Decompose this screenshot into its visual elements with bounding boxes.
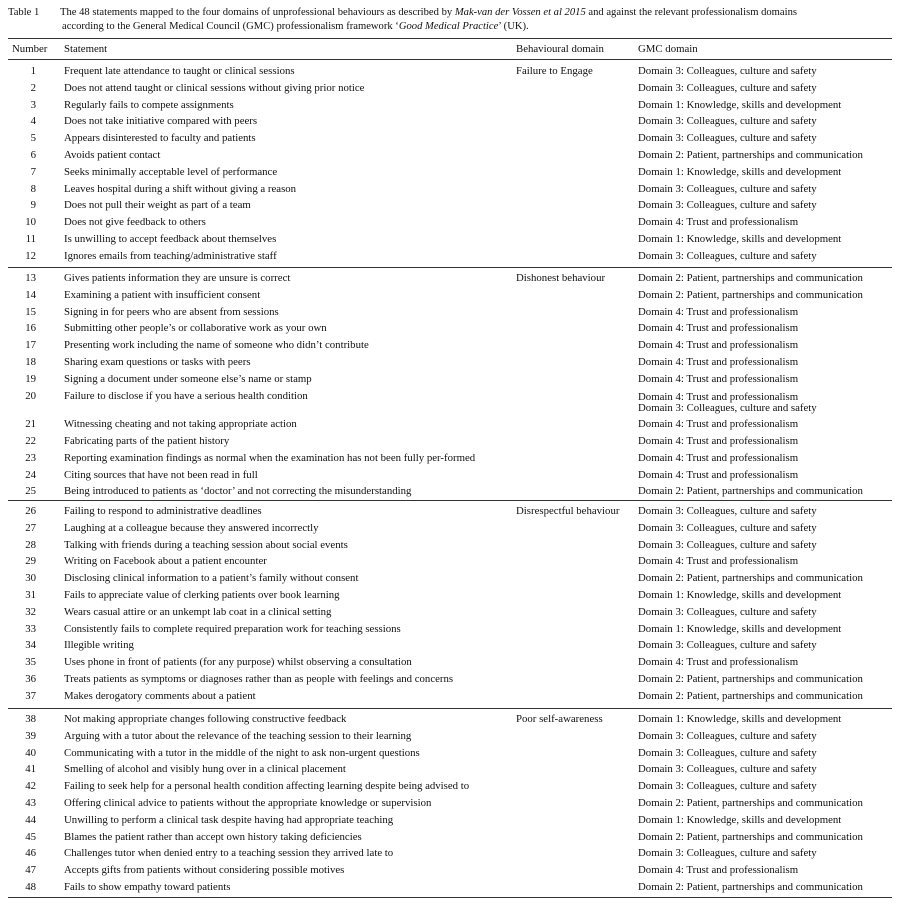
row-number: 48: [25, 881, 36, 893]
row-statement: Is unwilling to accept feedback about themselves: [64, 233, 277, 245]
table-row: [0, 320, 900, 337]
table-row: [0, 130, 900, 147]
row-number: 38: [25, 713, 36, 725]
table-row: [0, 164, 900, 181]
gmc-domain: Domain 2: Patient, partnerships and communication: [638, 689, 863, 702]
gmc-domain: Domain 2: Patient, partnerships and communication: [638, 149, 863, 161]
row-number: 15: [25, 305, 36, 318]
row-statement: Signing in for peers who are absent from sessions: [64, 305, 279, 318]
table-row: [0, 231, 900, 248]
row-number: 36: [25, 673, 36, 685]
gmc-domain: Domain 4: Trust and professionalism: [638, 468, 799, 481]
row-number: 5: [30, 132, 36, 145]
row-number: 35: [25, 656, 36, 669]
row-statement: Fails to appreciate value of clerking patients over book learning: [64, 589, 340, 601]
row-number: 44: [25, 813, 36, 826]
row-number: 16: [25, 322, 36, 335]
table-row: [0, 604, 900, 621]
row-number: 34: [25, 639, 36, 652]
gmc-domain: Domain 4: Trust and professionalism: [638, 451, 799, 464]
gmc-domain: Domain 1: Knowledge, skills and development: [638, 813, 842, 826]
header-statement: Statement: [64, 43, 108, 55]
row-number: 14: [25, 288, 36, 301]
table-row: [0, 587, 900, 604]
table-row: [0, 467, 900, 484]
table-row: [0, 829, 900, 846]
row-number: 3: [30, 98, 36, 111]
gmc-domain: Domain 3: Colleagues, culture and safety: [638, 763, 817, 776]
gmc-domain: Domain 4: Trust and professionalism: [638, 216, 799, 229]
table-row: [0, 97, 900, 114]
row-statement: Does not pull their weight as part of a team: [64, 199, 251, 212]
top-rule: [8, 38, 892, 39]
gmc-domain: Domain 3: Colleagues, culture and safety: [638, 199, 817, 212]
table-row: [0, 671, 900, 688]
gmc-domain-secondary: Domain 3: Colleagues, culture and safety: [638, 401, 817, 414]
gmc-domain: Domain 3: Colleagues, culture and safety: [638, 639, 817, 652]
caption-text-1: The 48 statements mapped to the four domains of unprofessional behaviours as described by: [60, 7, 455, 18]
row-statement: Not making appropriate changes following constructive feedback: [64, 713, 347, 725]
row-number: 2: [30, 81, 36, 94]
row-statement: Treats patients as symptoms or diagnoses rather than as people with feelings and concerns: [64, 673, 454, 685]
header-behavioural-domain: Behavioural domain: [516, 43, 604, 55]
gmc-domain: Domain 4: Trust and professionalism: [638, 322, 799, 335]
row-number: 13: [25, 272, 36, 284]
row-number: 18: [25, 356, 36, 368]
table-row: [0, 845, 900, 862]
row-statement: Disclosing clinical information to a patient’s family without consent: [64, 572, 359, 585]
row-number: 9: [30, 199, 36, 212]
caption-text-2: and against the relevant professionalism domains: [585, 7, 797, 18]
table-row: [0, 354, 900, 371]
row-statement: Consistently fails to complete required preparation work for teaching sessions: [64, 622, 401, 635]
row-statement: Gives patients information they are unsure is correct: [64, 272, 291, 284]
table-row: [0, 621, 900, 638]
row-number: 24: [25, 468, 36, 481]
caption-framework-title: Good Medical Practice: [398, 21, 499, 32]
row-number: 26: [25, 505, 36, 517]
row-number: 45: [25, 830, 36, 843]
row-statement: Reporting examination findings as normal when the examination has not been fully per-formed: [64, 451, 476, 464]
table-row: [0, 862, 900, 879]
row-number: 23: [25, 451, 36, 464]
row-number: 25: [25, 485, 36, 498]
gmc-domain: Domain 3: Colleagues, culture and safety: [638, 780, 817, 793]
gmc-domain: Domain 2: Patient, partnerships and communication: [638, 288, 863, 301]
row-statement: Does not take initiative compared with peers: [64, 115, 258, 128]
row-statement: Frequent late attendance to taught or clinical sessions: [64, 65, 295, 77]
gmc-domain: Domain 3: Colleagues, culture and safety: [638, 521, 817, 534]
gmc-domain: Domain 2: Patient, partnerships and communication: [638, 485, 863, 498]
row-number: 22: [25, 435, 36, 447]
gmc-domain: Domain 3: Colleagues, culture and safety: [638, 182, 817, 195]
row-statement: Illegible writing: [64, 639, 134, 652]
gmc-domain: Domain 4: Trust and professionalism: [638, 656, 799, 669]
table-row: [0, 711, 900, 728]
table-row: [0, 503, 900, 520]
row-number: 32: [25, 605, 36, 618]
row-statement: Fails to show empathy toward patients: [64, 881, 231, 893]
gmc-domain: Domain 3: Colleagues, culture and safety: [638, 847, 817, 860]
row-number: 8: [30, 182, 36, 195]
caption-citation: Mak-van der Vossen et al 2015: [454, 7, 586, 18]
gmc-domain: Domain 2: Patient, partnerships and communication: [638, 881, 863, 893]
table-row: [0, 371, 900, 388]
row-statement: Wears casual attire or an unkempt lab coat in a clinical setting: [64, 605, 332, 618]
table-row: [0, 553, 900, 570]
table-row: [0, 388, 900, 414]
row-number: 6: [30, 149, 36, 161]
table-row: [0, 181, 900, 198]
table-row: [0, 248, 900, 265]
row-statement: Failure to disclose if you have a serious health condition: [64, 389, 308, 402]
row-number: 11: [25, 233, 36, 245]
row-statement: Arguing with a tutor about the relevance of the teaching session to their learning: [64, 729, 412, 742]
table-row: [0, 483, 900, 500]
row-number: 1: [30, 65, 36, 77]
row-statement: Writing on Facebook about a patient encounter: [64, 555, 267, 568]
gmc-domain: Domain 3: Colleagues, culture and safety: [638, 729, 817, 742]
header-gmc-domain: GMC domain: [638, 43, 698, 55]
row-number: 33: [25, 622, 36, 635]
row-number: 29: [25, 555, 36, 568]
row-statement: Appears disinterested to faculty and patients: [64, 132, 256, 145]
caption-text-4: ’ (UK).: [498, 21, 529, 32]
row-statement: Witnessing cheating and not taking appropriate action: [64, 418, 297, 431]
row-statement: Citing sources that have not been read in full: [64, 468, 258, 481]
table-row: [0, 80, 900, 97]
gmc-domain: Domain 1: Knowledge, skills and development: [638, 233, 842, 245]
row-number: 31: [25, 589, 36, 601]
gmc-domain: Domain 3: Colleagues, culture and safety: [638, 605, 817, 618]
row-number: 37: [25, 689, 36, 702]
behavioural-domain: Poor self-awareness: [516, 713, 603, 725]
table-row: [0, 337, 900, 354]
header-number: Number: [12, 43, 48, 55]
row-statement: Does not give feedback to others: [64, 216, 206, 229]
row-number: 4: [30, 115, 36, 128]
row-statement: Makes derogatory comments about a patient: [64, 689, 256, 702]
table-row: [0, 537, 900, 554]
table-row: [0, 147, 900, 164]
row-statement: Communicating with a tutor in the middle of the night to ask non-urgent questions: [64, 746, 420, 759]
row-number: 21: [25, 418, 36, 431]
row-statement: Regularly fails to compete assignments: [64, 98, 234, 111]
table-row: [0, 287, 900, 304]
row-statement: Failing to respond to administrative deadlines: [64, 505, 262, 517]
group-divider: [8, 708, 892, 709]
gmc-domain: Domain 3: Colleagues, culture and safety: [638, 81, 817, 94]
row-statement: Talking with friends during a teaching session about social events: [64, 538, 348, 551]
row-number: 30: [25, 572, 36, 585]
row-number: 19: [25, 372, 36, 385]
gmc-domain: Domain 3: Colleagues, culture and safety: [638, 132, 817, 145]
row-number: 27: [25, 521, 36, 534]
gmc-domain: Domain 2: Patient, partnerships and communication: [638, 572, 863, 585]
gmc-domain: Domain 3: Colleagues, culture and safety: [638, 746, 817, 759]
row-statement: Failing to seek help for a personal health condition affecting learning despite being advised to: [64, 780, 470, 793]
table-row: [0, 761, 900, 778]
caption-text-3: according to the General Medical Council (GMC) professionalism framework ‘: [62, 21, 399, 32]
gmc-domain: Domain 2: Patient, partnerships and communication: [638, 673, 863, 685]
table-row: [0, 879, 900, 896]
row-number: 10: [25, 216, 36, 229]
row-statement: Sharing exam questions or tasks with peers: [64, 356, 251, 368]
gmc-domain: Domain 1: Knowledge, skills and development: [638, 98, 842, 111]
gmc-domain: Domain 4: Trust and professionalism: [638, 356, 799, 368]
row-number: 7: [30, 165, 36, 178]
gmc-domain: Domain 4: Trust and professionalism: [638, 418, 799, 431]
row-statement: Seeks minimally acceptable level of performance: [64, 165, 278, 178]
table-row: [0, 416, 900, 433]
row-statement: Being introduced to patients as ‘doctor’ and not correcting the misunderstanding: [64, 485, 412, 498]
gmc-domain: Domain 1: Knowledge, skills and development: [638, 713, 842, 725]
table-caption: [8, 6, 892, 34]
row-statement: Presenting work including the name of someone who didn’t contribute: [64, 339, 369, 352]
gmc-domain: Domain 3: Colleagues, culture and safety: [638, 115, 817, 128]
row-number: 28: [25, 538, 36, 551]
table-row: [0, 433, 900, 450]
gmc-domain: Domain 1: Knowledge, skills and development: [638, 165, 842, 178]
row-statement: Offering clinical advice to patients without the appropriate knowledge or supervision: [64, 797, 432, 809]
table-row: [0, 778, 900, 795]
row-number: 42: [25, 780, 36, 793]
row-number: 39: [25, 729, 36, 742]
row-number: 43: [25, 797, 36, 809]
row-number: 41: [25, 763, 36, 776]
row-statement: Does not attend taught or clinical sessions without giving prior notice: [64, 81, 365, 94]
table-row: [0, 520, 900, 537]
row-statement: Smelling of alcohol and visibly hung over in a clinical placement: [64, 763, 346, 776]
row-number: 40: [25, 746, 36, 759]
gmc-domain: Domain 3: Colleagues, culture and safety: [638, 65, 817, 77]
gmc-domain: Domain 2: Patient, partnerships and communication: [638, 272, 863, 284]
row-number: 12: [25, 249, 36, 262]
row-statement: Ignores emails from teaching/administrative staff: [64, 249, 277, 262]
table-row: [0, 745, 900, 762]
table-row: [0, 214, 900, 231]
gmc-domain: Domain 4: Trust and professionalism: [638, 435, 799, 447]
table-row: [0, 304, 900, 321]
row-statement: Leaves hospital during a shift without giving a reason: [64, 182, 297, 195]
row-statement: Submitting other people’s or collaborative work as your own: [64, 322, 327, 335]
behavioural-domain: Dishonest behaviour: [516, 272, 606, 284]
group-divider: [8, 500, 892, 501]
gmc-domain: Domain 4: Trust and professionalism: [638, 390, 799, 403]
gmc-domain: Domain 2: Patient, partnerships and communication: [638, 797, 863, 809]
gmc-domain: Domain 4: Trust and professionalism: [638, 864, 799, 877]
gmc-domain: Domain 4: Trust and professionalism: [638, 305, 799, 318]
table-row: [0, 812, 900, 829]
header-rule: [8, 59, 892, 60]
gmc-domain: Domain 3: Colleagues, culture and safety: [638, 505, 817, 517]
row-statement: Laughing at a colleague because they answered incorrectly: [64, 521, 319, 534]
gmc-domain: Domain 3: Colleagues, culture and safety: [638, 538, 817, 551]
row-number: 20: [25, 389, 36, 402]
row-statement: Signing a document under someone else’s name or stamp: [64, 372, 312, 385]
table-row: [0, 688, 900, 705]
group-divider: [8, 267, 892, 268]
gmc-domain: Domain 4: Trust and professionalism: [638, 555, 799, 568]
row-statement: Uses phone in front of patients (for any purpose) whilst observing a consultation: [64, 656, 412, 669]
table-row: [0, 113, 900, 130]
bottom-rule: [8, 897, 892, 898]
gmc-domain: Domain 3: Colleagues, culture and safety: [638, 249, 817, 262]
row-statement: Unwilling to perform a clinical task despite having had appropriate teaching: [64, 813, 394, 826]
row-statement: Avoids patient contact: [64, 149, 161, 161]
table-row: [0, 63, 900, 80]
table-row: [0, 450, 900, 467]
table-row: [0, 197, 900, 214]
gmc-domain: Domain 2: Patient, partnerships and communication: [638, 830, 863, 843]
row-statement: Accepts gifts from patients without considering possible motives: [64, 864, 345, 877]
table-label: Table 1: [8, 7, 40, 18]
row-statement: Fabricating parts of the patient history: [64, 435, 230, 447]
table-row: [0, 795, 900, 812]
gmc-domain: Domain 4: Trust and professionalism: [638, 339, 799, 352]
table-row: [0, 270, 900, 287]
table-row: [0, 728, 900, 745]
behavioural-domain: Disrespectful behaviour: [516, 505, 620, 517]
row-statement: Examining a patient with insufficient consent: [64, 288, 261, 301]
table-row: [0, 654, 900, 671]
table-row: [0, 570, 900, 587]
row-number: 17: [25, 339, 36, 352]
behavioural-domain: Failure to Engage: [516, 65, 593, 77]
table-row: [0, 637, 900, 654]
row-number: 46: [25, 847, 36, 860]
row-number: 47: [25, 864, 36, 877]
gmc-domain: Domain 4: Trust and professionalism: [638, 372, 799, 385]
row-statement: Challenges tutor when denied entry to a teaching session they arrived late to: [64, 847, 394, 860]
gmc-domain: Domain 1: Knowledge, skills and development: [638, 622, 842, 635]
row-statement: Blames the patient rather than accept own history taking deficiencies: [64, 830, 362, 843]
gmc-domain: Domain 1: Knowledge, skills and development: [638, 589, 842, 601]
